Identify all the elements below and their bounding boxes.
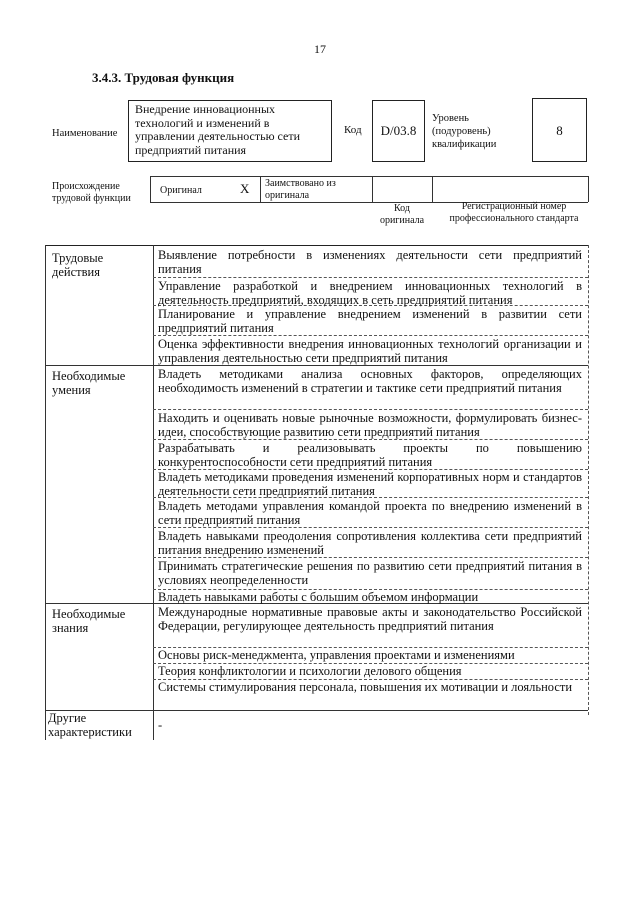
page-number: 17 bbox=[314, 42, 326, 56]
borrowed-label: Заимствовано из оригинала bbox=[265, 178, 336, 201]
skills-label: Необходимые умения bbox=[52, 369, 126, 397]
function-name-box: Внедрение инновационных технологий и изменений в управлении деятельностью сети предприятий питания bbox=[128, 100, 332, 162]
skill-item: Находить и оценивать новые рыночные возможности, формулировать бизнес-идеи, способствующие развитию сети предприятий питания bbox=[158, 411, 582, 439]
knowledge-item: Теория конфликтологии и психологии делового общения bbox=[158, 664, 462, 678]
labor-action-item: Управление разработкой и внедрением инновационных технологий в деятельность предприятий, входящих в сеть предприятий питания bbox=[158, 279, 582, 307]
knowledge-item: Международные нормативные правовые акты и законодательство Российской Федерации, регулирующее деятельность предприятий питания bbox=[158, 605, 582, 633]
skill-item: Разрабатывать и реализовывать проекты по повышению конкурентоспособности сети предприятий питания bbox=[158, 441, 582, 469]
labor-action-item: Выявление потребности в изменениях деятельности сети предприятий питания bbox=[158, 248, 582, 276]
skill-item: Владеть методиками проведения изменений корпоративных норм и стандартов деятельности сети предприятий питания bbox=[158, 470, 582, 498]
skill-item: Владеть методиками анализа основных факторов, определяющих необходимость изменений в стратегии и тактике сети предприятий питания bbox=[158, 367, 582, 395]
qualification-level-box: 8 bbox=[532, 98, 587, 162]
level-label: Уровень (подуровень) квалификации bbox=[432, 113, 497, 150]
function-code-box: D/03.8 bbox=[372, 100, 425, 162]
other-label: Другие характеристики bbox=[48, 711, 132, 739]
labor-action-item: Оценка эффективности внедрения инновационных технологий организации и управления деятельностью сети предприятий питания bbox=[158, 337, 582, 365]
section-title: 3.4.3. Трудовая функция bbox=[92, 70, 235, 85]
original-mark: X bbox=[240, 181, 250, 196]
skill-item: Владеть навыками преодоления сопротивления коллектива сети предприятий питания внедрению изменений bbox=[158, 529, 582, 557]
knowledge-item: Системы стимулирования персонала, повышения их мотивации и лояльности bbox=[158, 680, 573, 694]
skill-item: Владеть навыками работы с большим объемом информации bbox=[158, 590, 479, 604]
code-label: Код bbox=[344, 124, 362, 136]
skill-item: Принимать стратегические решения по развитию сети предприятий питания в условиях неопределенности bbox=[158, 559, 582, 587]
knowledge-item: Основы риск-менеджмента, управления проектами и изменениями bbox=[158, 648, 515, 662]
skill-item: Владеть методами управления командой проекта по внедрению изменений в сети предприятий питания bbox=[158, 499, 582, 527]
labor-actions-label: Трудовые действия bbox=[52, 251, 104, 279]
origin-label: Происхождение трудовой функции bbox=[52, 181, 131, 204]
knowledge-label: Необходимые знания bbox=[52, 607, 126, 635]
original-label: Оригинал bbox=[160, 185, 202, 196]
code-caption: Код оригинала bbox=[379, 203, 425, 226]
other-value: - bbox=[158, 718, 163, 732]
registration-caption: Регистрационный номер профессионального стандарта bbox=[449, 201, 579, 224]
name-label: Наименование bbox=[52, 128, 118, 139]
labor-action-item: Планирование и управление внедрением изменений в развитии сети предприятий питания bbox=[158, 307, 582, 335]
